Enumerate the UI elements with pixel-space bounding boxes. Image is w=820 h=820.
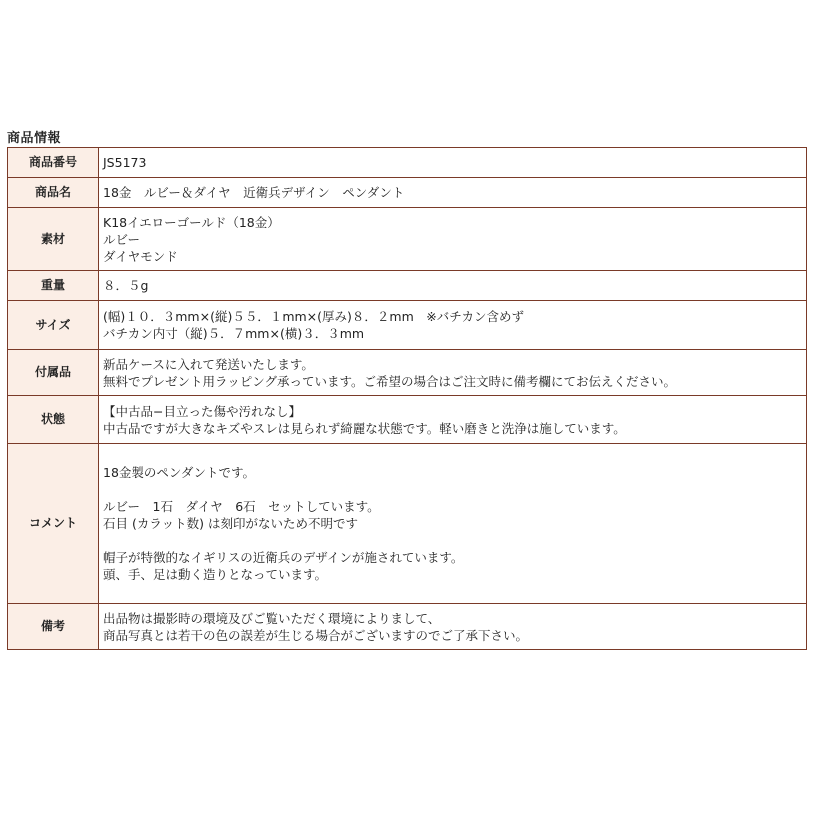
accessories-line: 無料でプレゼント用ラッピング承っています。ご希望の場合はご注文時に備考欄にてお伝えください。 [103, 373, 677, 389]
comment-spacer [103, 481, 802, 498]
value-weight [99, 271, 807, 301]
label-material: 素材 [8, 208, 99, 271]
label-comment: コメント [8, 444, 99, 604]
value-material [99, 208, 807, 271]
row-condition [8, 396, 807, 444]
material-line: K18イエローゴールド（18金） [103, 214, 280, 230]
size-line: (幅)１０．３mm×(縦)５５．１mm×(厚み)８．２mm ※バチカン含めず [103, 309, 524, 324]
value-comment [99, 444, 807, 604]
comment-line: ルビー 1石 ダイヤ 6石 セットしています。 [103, 499, 380, 514]
label-condition: 状態 [8, 396, 99, 444]
value-size [99, 301, 807, 350]
comment-spacer [103, 532, 802, 549]
product-info-table [7, 147, 807, 650]
accessories-line: 新品ケースに入れて発送いたします。 [103, 356, 314, 372]
value-condition [99, 396, 807, 444]
product-number: JS5173 [103, 155, 147, 170]
label-product-name: 商品名 [8, 178, 99, 208]
label-accessories: 付属品 [8, 350, 99, 396]
row-product-name [8, 178, 807, 208]
comment-line: 18金製のペンダントです。 [103, 465, 256, 480]
row-comment [8, 444, 807, 604]
value-product-name [99, 178, 807, 208]
value-notes [99, 604, 807, 650]
row-product-number [8, 148, 807, 178]
size-line: バチカン内寸（縦)５．７mm×(横)３．３mm [103, 326, 365, 341]
label-weight: 重量 [8, 271, 99, 301]
comment-line: 頭、手、足は動く造りとなっています。 [103, 567, 328, 582]
value-product-number [99, 148, 807, 178]
condition-line: 中古品ですが大きなキズやスレは見られず綺麗な状態です。軽い磨きと洗浄は施しています。 [103, 420, 626, 436]
value-accessories [99, 350, 807, 396]
weight-value: ８．５g [103, 278, 149, 293]
label-product-number: 商品番号 [8, 148, 99, 178]
row-accessories [8, 350, 807, 396]
comment-line: 石目 (カラット数) は刻印がないため不明です [103, 516, 358, 531]
notes-line: 商品写真とは若干の色の誤差が生じる場合がございますのでご了承下さい。 [103, 627, 529, 643]
condition-line: 【中古品−目立った傷や汚れなし】 [103, 403, 301, 419]
material-line: ダイヤモンド [103, 248, 178, 264]
row-size [8, 301, 807, 350]
row-material [8, 208, 807, 271]
label-notes: 備考 [8, 604, 99, 650]
row-weight [8, 271, 807, 301]
material-line: ルビー [103, 231, 141, 247]
comment-line: 帽子が特徴的なイギリスの近衛兵のデザインが施されています。 [103, 550, 464, 565]
notes-line: 出品物は撮影時の環境及びご覧いただく環境によりまして、 [103, 610, 441, 626]
row-notes [8, 604, 807, 650]
label-size: サイズ [8, 301, 99, 350]
section-title: 商品情報 [7, 131, 62, 146]
product-name: 18金 ルビー＆ダイヤ 近衛兵デザイン ペンダント [103, 185, 405, 200]
